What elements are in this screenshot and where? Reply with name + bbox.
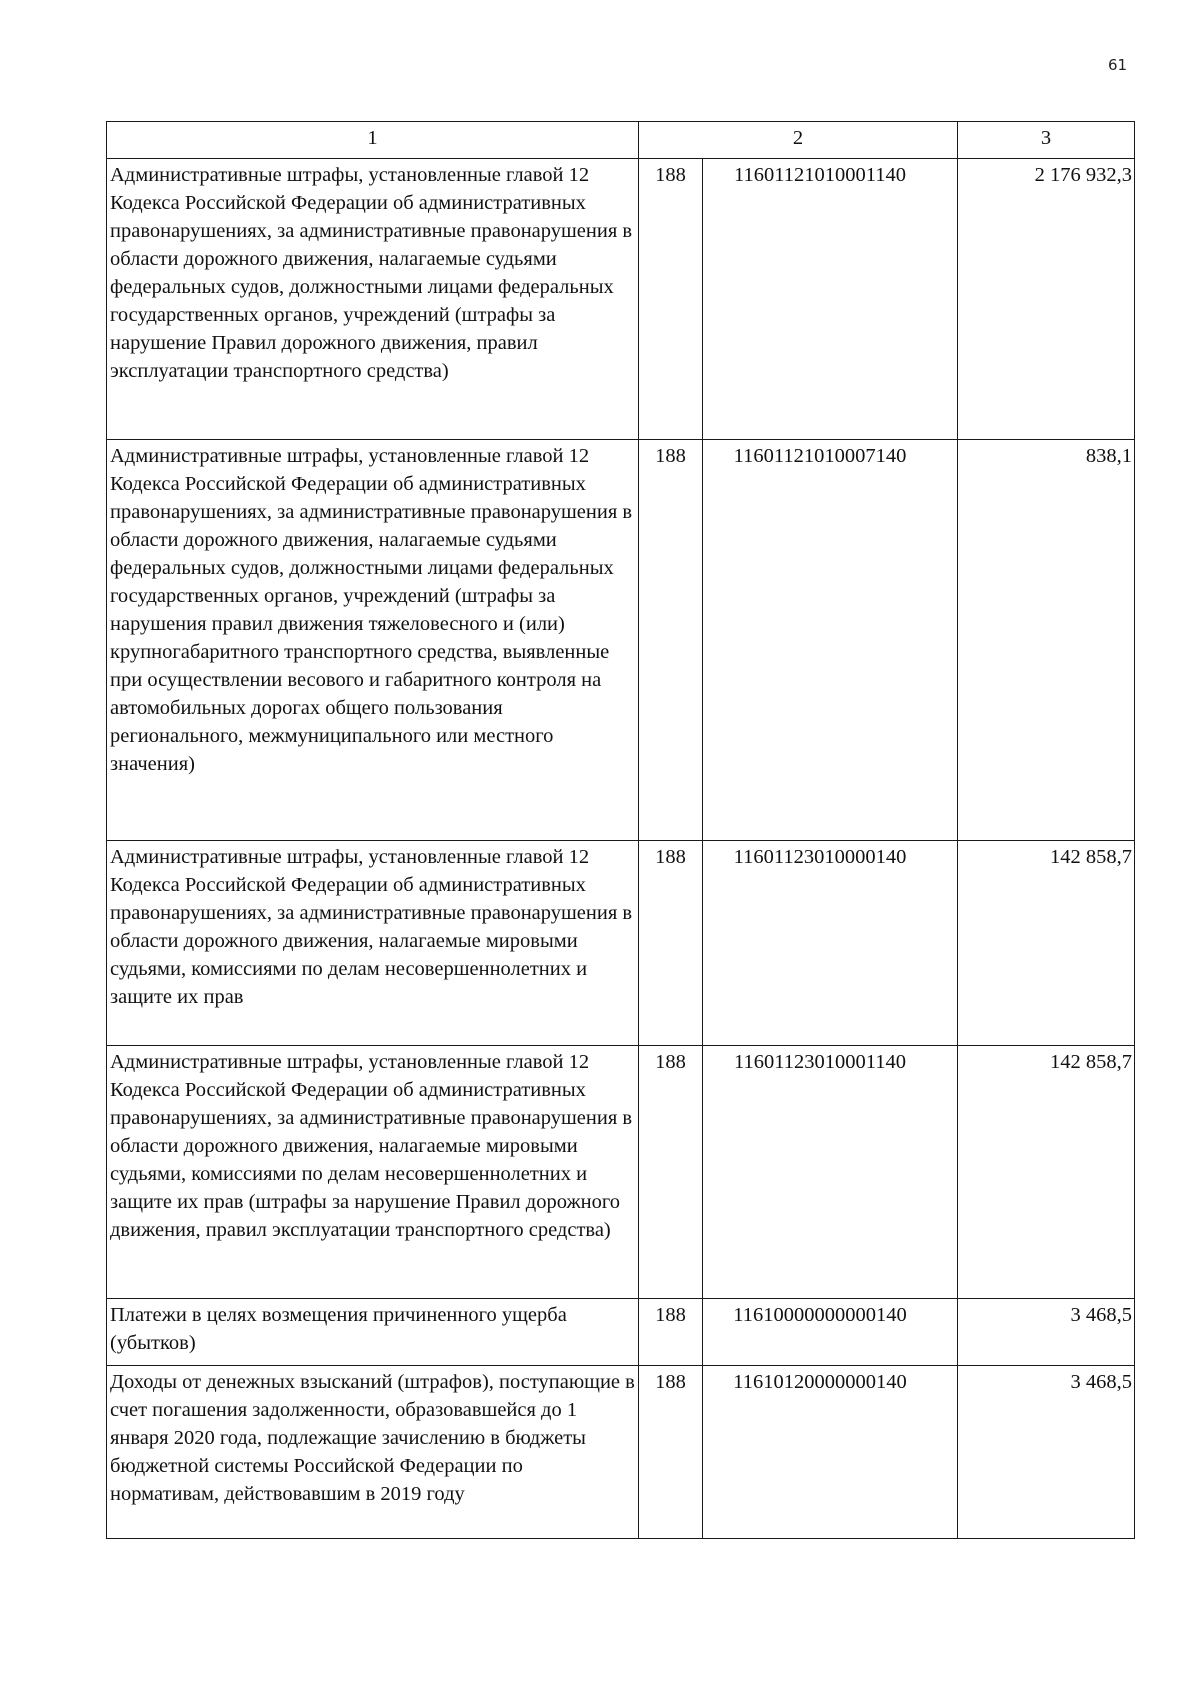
budget-revenue-table xyxy=(106,121,1135,1539)
row-admin-code: 188 xyxy=(639,1046,703,1299)
table-row xyxy=(107,440,1135,841)
row-description: Доходы от денежных взысканий (штрафов), поступающие в счет погашения задолженности, образовавшейся до 1 января 2020 года, подлежащие зачислению в бюджеты бюджетной системы Российской Федерации по нормативам, действовавшим в 2019 году xyxy=(107,1366,639,1539)
table-row xyxy=(107,1366,1135,1539)
row-budget-code: 11610000000000140 xyxy=(703,1299,958,1366)
row-amount: 2 176 932,3 xyxy=(958,159,1135,440)
row-budget-code: 11601123010000140 xyxy=(703,841,958,1046)
table-row xyxy=(107,1299,1135,1366)
table-row xyxy=(107,841,1135,1046)
row-admin-code: 188 xyxy=(639,1366,703,1539)
row-admin-code: 188 xyxy=(639,1299,703,1366)
row-admin-code: 188 xyxy=(639,440,703,841)
row-description: Административные штрафы, установленные главой 12 Кодекса Российской Федерации об административных правонарушениях, за административные правонарушения в области дорожного движения, налагаемые мировыми судьями, комиссиями по делам несовершеннолетних и защите их прав xyxy=(107,841,639,1046)
page-number: 61 xyxy=(1108,56,1128,74)
row-admin-code: 188 xyxy=(639,159,703,440)
row-budget-code: 11601121010001140 xyxy=(703,159,958,440)
row-amount: 838,1 xyxy=(958,440,1135,841)
row-description: Административные штрафы, установленные главой 12 Кодекса Российской Федерации об административных правонарушениях, за административные правонарушения в области дорожного движения, налагаемые судьями федеральных судов, должностными лицами федеральных государственных органов, учреждений (штрафы за нарушение Правил дорожного движения, правил эксплуатации транспортного средства) xyxy=(107,159,639,440)
row-description: Административные штрафы, установленные главой 12 Кодекса Российской Федерации об административных правонарушениях, за административные правонарушения в области дорожного движения, налагаемые судьями федеральных судов, должностными лицами федеральных государственных органов, учреждений (штрафы за нарушения правил движения тяжеловесного и (или) крупногабаритного транспортного средства, выявленные при осуществлении весового и габаритного контроля на автомобильных дорогах общего пользования регионального, межмуниципального или местного значения) xyxy=(107,440,639,841)
row-budget-code: 11601121010007140 xyxy=(703,440,958,841)
row-amount: 3 468,5 xyxy=(958,1299,1135,1366)
row-amount: 3 468,5 xyxy=(958,1366,1135,1539)
row-description: Административные штрафы, установленные главой 12 Кодекса Российской Федерации об административных правонарушениях, за административные правонарушения в области дорожного движения, налагаемые мировыми судьями, комиссиями по делам несовершеннолетних и защите их прав (штрафы за нарушение Правил дорожного движения, правил эксплуатации транспортного средства) xyxy=(107,1046,639,1299)
row-budget-code: 11601123010001140 xyxy=(703,1046,958,1299)
table-row xyxy=(107,159,1135,440)
table-header-row xyxy=(107,122,1135,159)
row-description: Платежи в целях возмещения причиненного ущерба (убытков) xyxy=(107,1299,639,1366)
header-col-2: 2 xyxy=(639,122,958,159)
row-budget-code: 11610120000000140 xyxy=(703,1366,958,1539)
header-col-1: 1 xyxy=(107,122,639,159)
row-amount: 142 858,7 xyxy=(958,841,1135,1046)
row-amount: 142 858,7 xyxy=(958,1046,1135,1299)
header-col-3: 3 xyxy=(958,122,1135,159)
table-row xyxy=(107,1046,1135,1299)
row-admin-code: 188 xyxy=(639,841,703,1046)
